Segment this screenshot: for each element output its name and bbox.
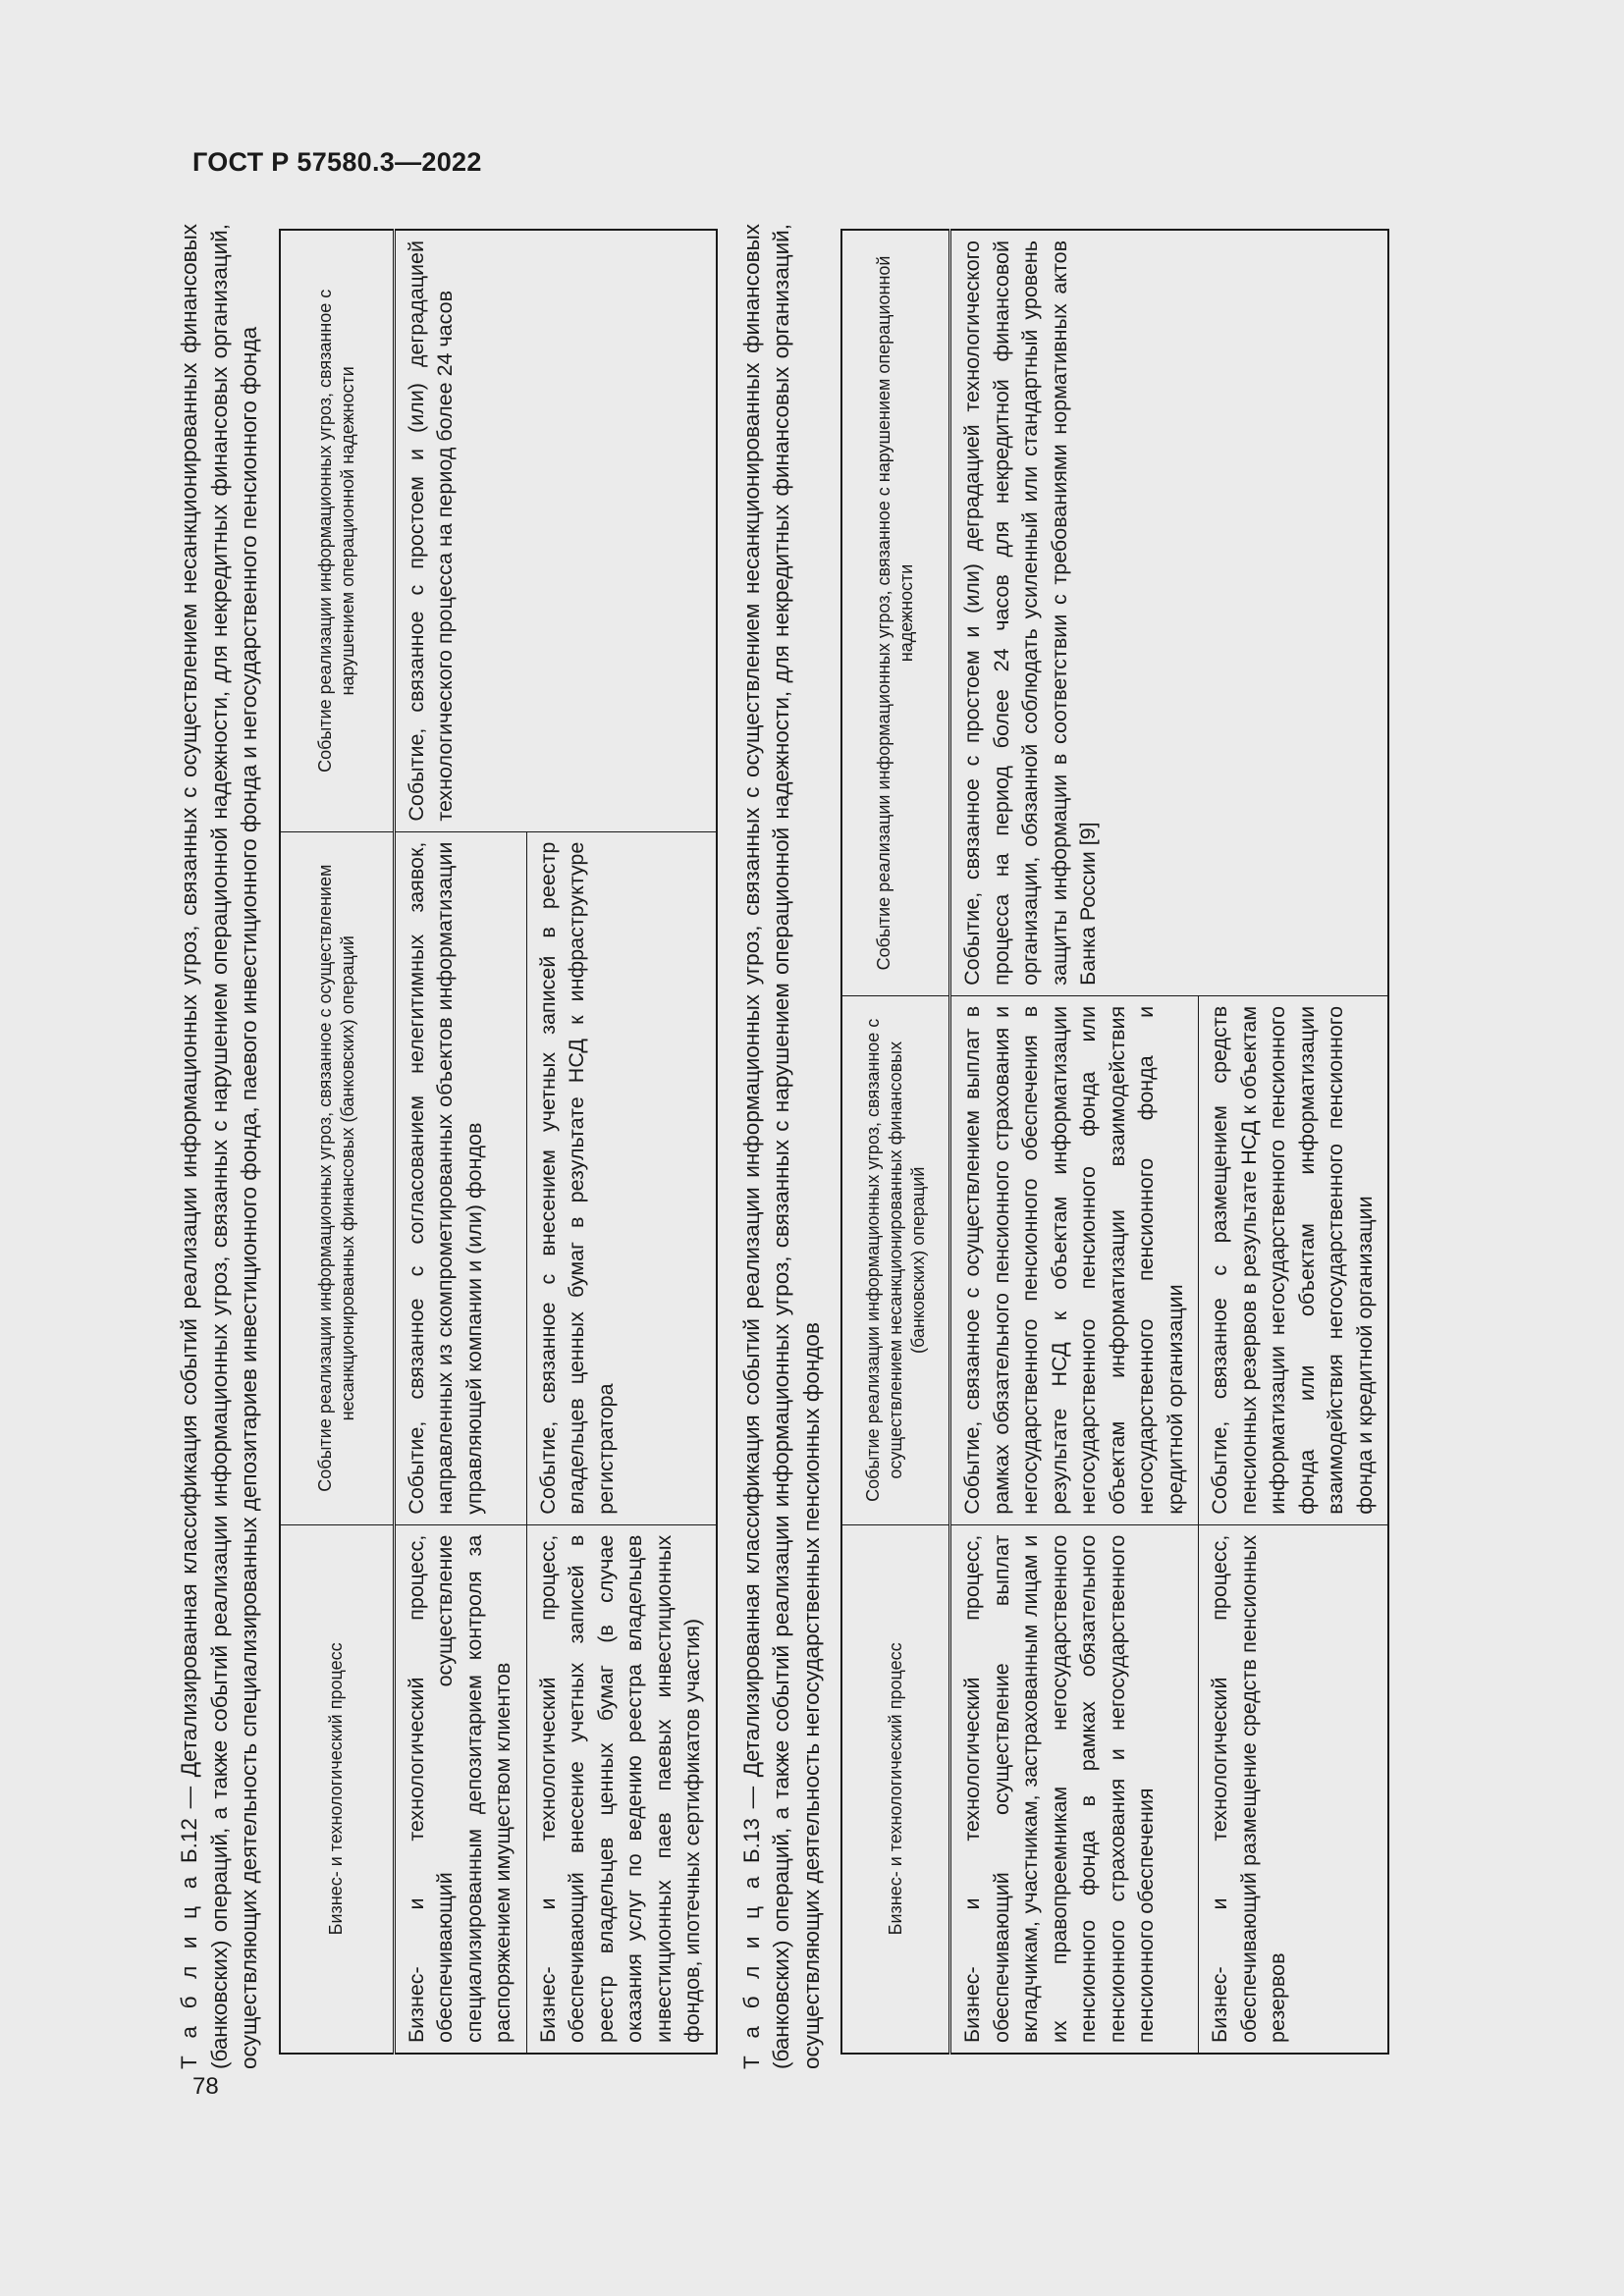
table-caption-b13 bbox=[737, 224, 828, 2069]
cell-process: Бизнес- и технологический процесс, обеспечивающий осуществление специализированным депозитарием контроля за распоряжением имуществом клиентов bbox=[394, 1524, 526, 2054]
cell-process: Бизнес- и технологический процесс, обеспечивающий осуществление выплат вкладчикам, участникам, застрахованным лицам и их правопреемникам негосударственного пенсионного фонда в рамках обязательного пенсионного страхования и негосударственного пенсионного обеспечения bbox=[950, 1524, 1199, 2054]
table-caption-text: Б.13 — Детализированная классификация событий реализации информационных угроз, связанных с осуществлением несанкционированных финансовых (банковских) операций, а также событий реализации информационных угроз, связанных с нарушением операционной надежности, для некредитных финансовых организаций, осуществляющих деятельность негосударственных пенсионных фондов bbox=[738, 224, 824, 2069]
cell-process: Бизнес- и технологический процесс, обеспечивающий внесение учетных записей в реестр владельцев ценных бумаг (в случае оказания услуг по ведению реестра владельцев инвестиционных паев паевых инвестиционных фондов, ипотечных сертификатов участия) bbox=[526, 1524, 717, 2054]
cell-unauthorized: Событие, связанное с внесением учетных записей в реестр владельцев ценных бумаг в результате НСД к инфраструктуре регистратора bbox=[526, 831, 717, 1524]
document-code: ГОСТ Р 57580.3—2022 bbox=[192, 147, 482, 177]
column-header-reliability: Событие реализации информационных угроз, связанное с нарушением операционной надежности bbox=[841, 230, 950, 995]
page-number: 78 bbox=[192, 2073, 219, 2100]
column-header-process: Бизнес- и технологический процесс bbox=[841, 1524, 950, 2054]
table-header-row bbox=[280, 230, 395, 2054]
cell-process: Бизнес- и технологический процесс, обеспечивающий размещение средств пенсионных резервов bbox=[1199, 1524, 1389, 2054]
column-header-unauthorized: Событие реализации информационных угроз, связанное с осуществлением несанкционированных финансовых (банковских) операций bbox=[841, 995, 950, 1524]
cell-unauthorized: Событие, связанное с осуществлением выплат в рамках обязательного пенсионного страхования и негосударственного пенсионного обеспечения в результате НСД к объектам информатизации негосударственного пенсионного фонда или объектам информатизации взаимодействия негосударственного пенсионного фонда и кредитной организации bbox=[950, 995, 1199, 1524]
rotated-landscape-content bbox=[175, 224, 1451, 2069]
table-caption-label: Т а б л и ц а bbox=[177, 1872, 201, 2069]
column-header-reliability: Событие реализации информационных угроз, связанное с нарушением операционной надежности bbox=[280, 230, 395, 831]
cell-unauthorized: Событие, связанное с размещением средств пенсионных резервов в результате НСД к объектам информатизации негосударственного пенсионного фонда или объектам информатизации взаимодействия негосударственного пенсионного фонда и кредитной организации bbox=[1199, 995, 1389, 1524]
table-b13 bbox=[840, 229, 1389, 2055]
table-caption-b12 bbox=[175, 224, 265, 2069]
table-header-row bbox=[841, 230, 950, 2054]
cell-reliability: Событие, связанное с простоем и (или) деградацией технологического процесса на период более 24 часов bbox=[394, 230, 717, 831]
table-b12 bbox=[279, 229, 718, 2055]
table-caption-label: Т а б л и ц а bbox=[738, 1872, 764, 2069]
table-caption-text: Б.12 — Детализированная классификация событий реализации информационных угроз, связанных с осуществлением несанкционированных финансовых (банковских) операций, а также событий реализации информационных угроз, связанных с нарушением операционной надежности, для некредитных финансовых организаций, осуществляющих деятельность специализированных депозитариев инвестиционного фонда, паевого инвестиционного фонда и негосударственного пенсионного фонда bbox=[177, 224, 261, 2069]
cell-unauthorized: Событие, связанное с согласованием нелегитимных заявок, направленных из скомпрометированных объектов информатизации управляющей компании и (или) фондов bbox=[394, 831, 526, 1524]
table-row bbox=[394, 230, 526, 2054]
column-header-unauthorized: Событие реализации информационных угроз, связанное с осуществлением несанкционированных финансовых (банковских) операций bbox=[280, 831, 395, 1524]
table-row bbox=[950, 230, 1199, 2054]
cell-reliability: Событие, связанное с простоем и (или) деградацией технологического процесса на период более 24 часов для некредитной финансовой организации, обязанной соблюдать усиленный или стандартный уровень защиты информации в соответствии с требованиями нормативных актов Банка России [9] bbox=[950, 230, 1389, 995]
column-header-process: Бизнес- и технологический процесс bbox=[280, 1524, 395, 2054]
